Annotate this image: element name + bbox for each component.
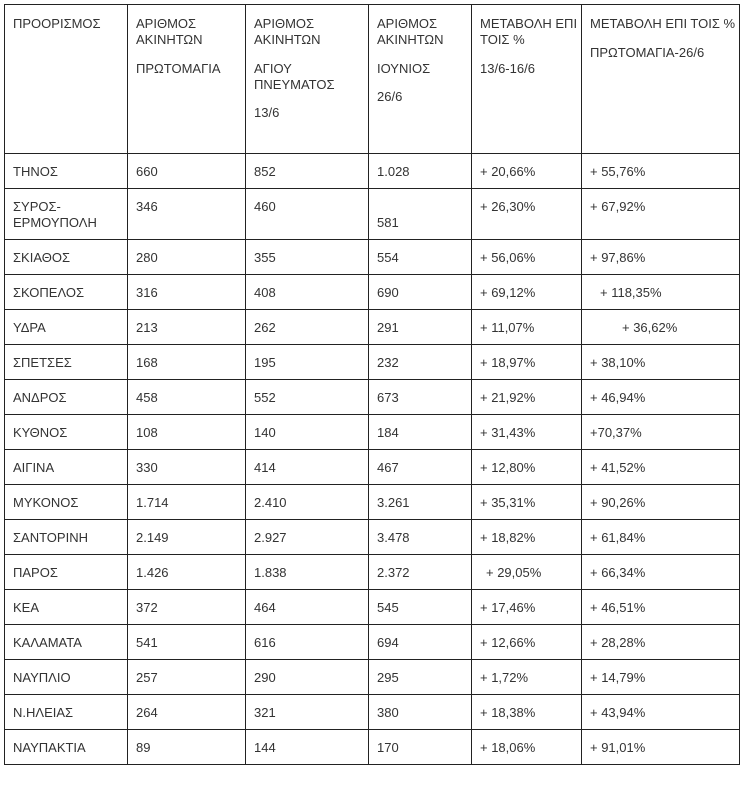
header-main: ΑΡΙΘΜΟΣ ΑΚΙΝΗΤΩΝ: [377, 16, 444, 47]
table-row: [5, 189, 740, 240]
table-row: [5, 154, 740, 189]
cell-pentecost: 262: [246, 310, 369, 345]
cell-change-may: + 118,35%: [582, 275, 740, 310]
cell-change-may: + 91,01%: [582, 730, 740, 765]
cell-pentecost: 408: [246, 275, 369, 310]
header-main: ΑΡΙΘΜΟΣ ΑΚΙΝΗΤΩΝ: [136, 16, 203, 47]
cell-change-pentecost: + 18,38%: [472, 695, 582, 730]
cell-destination: ΣΑΝΤΟΡΙΝΗ: [5, 520, 128, 555]
cell-june: 232: [369, 345, 472, 380]
cell-pentecost: 414: [246, 450, 369, 485]
cell-june: 184: [369, 415, 472, 450]
cell-may-day: 346: [128, 189, 246, 240]
header-main: ΜΕΤΑΒΟΛΗ ΕΠΙ ΤΟΙΣ %: [590, 16, 736, 31]
cell-change-may: + 36,62%: [582, 310, 740, 345]
header-main: ΠΡΟΟΡΙΣΜΟΣ: [13, 16, 101, 31]
cell-june: 3.478: [369, 520, 472, 555]
cell-destination: ΝΑΥΠΑΚΤΙΑ: [5, 730, 128, 765]
cell-change-may: + 28,28%: [582, 625, 740, 660]
table-row: [5, 555, 740, 590]
cell-destination: ΣΚΟΠΕΛΟΣ: [5, 275, 128, 310]
cell-may-day: 1.426: [128, 555, 246, 590]
cell-june: 380: [369, 695, 472, 730]
cell-change-may: + 66,34%: [582, 555, 740, 590]
cell-may-day: 372: [128, 590, 246, 625]
cell-may-day: 2.149: [128, 520, 246, 555]
cell-may-day: 213: [128, 310, 246, 345]
cell-destination: ΤΗΝΟΣ: [5, 154, 128, 189]
cell-june: 554: [369, 240, 472, 275]
cell-pentecost: 355: [246, 240, 369, 275]
header-sub: 13/6-16/6: [480, 61, 535, 76]
cell-june: 467: [369, 450, 472, 485]
cell-change-may: + 46,94%: [582, 380, 740, 415]
cell-change-pentecost: + 31,43%: [472, 415, 582, 450]
cell-june: 170: [369, 730, 472, 765]
table-row: [5, 660, 740, 695]
cell-change-pentecost: + 11,07%: [472, 310, 582, 345]
cell-change-may: + 41,52%: [582, 450, 740, 485]
header-change-pentecost: [472, 5, 582, 154]
table-row: [5, 345, 740, 380]
cell-change-pentecost: + 18,82%: [472, 520, 582, 555]
cell-june: 581: [369, 189, 472, 240]
cell-may-day: 458: [128, 380, 246, 415]
header-main: ΑΡΙΘΜΟΣ ΑΚΙΝΗΤΩΝ: [254, 16, 321, 47]
cell-change-may: + 46,51%: [582, 590, 740, 625]
cell-may-day: 330: [128, 450, 246, 485]
header-pentecost: [246, 5, 369, 154]
cell-change-may: + 61,84%: [582, 520, 740, 555]
cell-destination: ΚΑΛΑΜΑΤΑ: [5, 625, 128, 660]
cell-destination: ΣΚΙΑΘΟΣ: [5, 240, 128, 275]
header-destination: [5, 5, 128, 154]
cell-june: 673: [369, 380, 472, 415]
cell-change-pentecost: + 18,97%: [472, 345, 582, 380]
cell-destination: ΜΥΚΟΝΟΣ: [5, 485, 128, 520]
cell-destination: ΚΕΑ: [5, 590, 128, 625]
cell-may-day: 264: [128, 695, 246, 730]
cell-june: 690: [369, 275, 472, 310]
cell-change-may: + 38,10%: [582, 345, 740, 380]
table-row: [5, 415, 740, 450]
cell-change-pentecost: + 17,46%: [472, 590, 582, 625]
cell-pentecost: 144: [246, 730, 369, 765]
cell-may-day: 316: [128, 275, 246, 310]
cell-change-pentecost: + 1,72%: [472, 660, 582, 695]
cell-change-pentecost: + 26,30%: [472, 189, 582, 240]
cell-change-pentecost: + 20,66%: [472, 154, 582, 189]
cell-change-pentecost: + 56,06%: [472, 240, 582, 275]
table-row: [5, 485, 740, 520]
table-row: [5, 590, 740, 625]
table-row: [5, 310, 740, 345]
cell-change-pentecost: + 29,05%: [472, 555, 582, 590]
cell-pentecost: 1.838: [246, 555, 369, 590]
cell-change-pentecost: + 69,12%: [472, 275, 582, 310]
cell-pentecost: 290: [246, 660, 369, 695]
cell-change-may: + 55,76%: [582, 154, 740, 189]
header-change-may: [582, 5, 740, 154]
cell-may-day: 168: [128, 345, 246, 380]
table-row: [5, 695, 740, 730]
header-main: ΜΕΤΑΒΟΛΗ ΕΠΙ ΤΟΙΣ %: [480, 16, 578, 47]
header-may-day: [128, 5, 246, 154]
cell-may-day: 257: [128, 660, 246, 695]
cell-change-pentecost: + 35,31%: [472, 485, 582, 520]
cell-may-day: 1.714: [128, 485, 246, 520]
cell-destination: ΑΝΔΡΟΣ: [5, 380, 128, 415]
cell-june: 545: [369, 590, 472, 625]
cell-june: 694: [369, 625, 472, 660]
cell-pentecost: 2.927: [246, 520, 369, 555]
cell-june: 291: [369, 310, 472, 345]
header-date: 26/6: [377, 89, 403, 104]
header-sub: ΠΡΩΤΟΜΑΓΙΑ: [136, 61, 221, 76]
table-row: [5, 380, 740, 415]
cell-pentecost: 140: [246, 415, 369, 450]
cell-change-may: + 90,26%: [582, 485, 740, 520]
cell-pentecost: 2.410: [246, 485, 369, 520]
cell-change-pentecost: + 18,06%: [472, 730, 582, 765]
cell-destination: ΝΑΥΠΛΙΟ: [5, 660, 128, 695]
header-sub: ΠΡΩΤΟΜΑΓΙΑ-26/6: [590, 45, 705, 60]
cell-pentecost: 852: [246, 154, 369, 189]
cell-pentecost: 552: [246, 380, 369, 415]
cell-may-day: 280: [128, 240, 246, 275]
cell-destination: ΥΔΡΑ: [5, 310, 128, 345]
cell-pentecost: 321: [246, 695, 369, 730]
cell-june: 1.028: [369, 154, 472, 189]
cell-change-may: + 97,86%: [582, 240, 740, 275]
table-row: [5, 275, 740, 310]
cell-destination: ΠΑΡΟΣ: [5, 555, 128, 590]
cell-destination: ΚΥΘΝΟΣ: [5, 415, 128, 450]
cell-destination: ΣΠΕΤΣΕΣ: [5, 345, 128, 380]
cell-destination: ΣΥΡΟΣ-ΕΡΜΟΥΠΟΛΗ: [5, 189, 128, 240]
property-table: [4, 4, 740, 765]
cell-june: 295: [369, 660, 472, 695]
header-sub: ΙΟΥΝΙΟΣ: [377, 61, 431, 76]
cell-may-day: 541: [128, 625, 246, 660]
cell-june: 2.372: [369, 555, 472, 590]
cell-change-may: +70,37%: [582, 415, 740, 450]
table-row: [5, 730, 740, 765]
cell-pentecost: 616: [246, 625, 369, 660]
table-row: [5, 240, 740, 275]
cell-may-day: 108: [128, 415, 246, 450]
table-row: [5, 625, 740, 660]
table-row: [5, 520, 740, 555]
cell-change-pentecost: + 12,80%: [472, 450, 582, 485]
cell-change-may: + 43,94%: [582, 695, 740, 730]
cell-change-pentecost: + 21,92%: [472, 380, 582, 415]
cell-destination: ΑΙΓΙΝΑ: [5, 450, 128, 485]
cell-change-may: + 67,92%: [582, 189, 740, 240]
header-date: 13/6: [254, 105, 280, 120]
cell-may-day: 89: [128, 730, 246, 765]
header-sub: ΑΓΙΟΥ ΠΝΕΥΜΑΤΟΣ: [254, 61, 335, 92]
header-june: [369, 5, 472, 154]
cell-change-may: + 14,79%: [582, 660, 740, 695]
header-row: [5, 5, 740, 154]
cell-pentecost: 464: [246, 590, 369, 625]
cell-pentecost: 195: [246, 345, 369, 380]
cell-destination: Ν.ΗΛΕΙΑΣ: [5, 695, 128, 730]
cell-june: 3.261: [369, 485, 472, 520]
table-row: [5, 450, 740, 485]
cell-may-day: 660: [128, 154, 246, 189]
cell-pentecost: 460: [246, 189, 369, 240]
cell-change-pentecost: + 12,66%: [472, 625, 582, 660]
